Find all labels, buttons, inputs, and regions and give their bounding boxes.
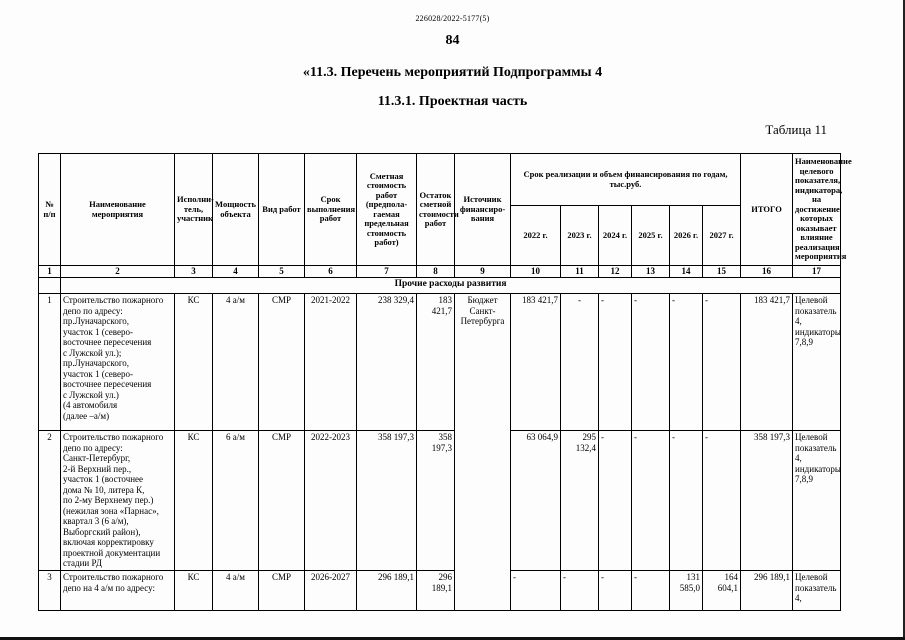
measure-name-line: депо по адресу: bbox=[63, 305, 123, 316]
header-year: 2025 г. bbox=[632, 206, 670, 266]
capacity: 6 а/м bbox=[213, 431, 259, 571]
remaining-cost: 358 197,3 bbox=[417, 431, 455, 571]
year-value: 63 064,9 bbox=[511, 431, 561, 571]
column-number: 16 bbox=[741, 266, 793, 278]
financing-source: Бюджет Санкт-Петербурга bbox=[455, 294, 511, 611]
row-number: 2 bbox=[39, 431, 61, 571]
header-estimated-cost: Сметная стоимость работ (предпола-гаемая предельная стоимость работ) bbox=[357, 154, 417, 266]
capacity: 4 а/м bbox=[213, 571, 259, 611]
indicator: Целевой показатель 4, bbox=[793, 571, 841, 611]
section-row bbox=[39, 278, 841, 294]
column-number: 11 bbox=[561, 266, 599, 278]
estimated-cost: 358 197,3 bbox=[357, 431, 417, 571]
header-total: ИТОГО bbox=[741, 154, 793, 266]
year-value: 164 604,1 bbox=[703, 571, 741, 611]
remaining-cost: 183 421,7 bbox=[417, 294, 455, 431]
year-value: - bbox=[511, 571, 561, 611]
measure-name-line: восточнее пересечения bbox=[63, 379, 152, 389]
measure-name-line: Выборгский район), bbox=[63, 526, 141, 537]
header-num: № п/п bbox=[39, 154, 61, 266]
indicator: Целевой показатель 4, индикаторы 7,8,9 bbox=[793, 294, 841, 431]
measure-name-line: Строительство пожарного bbox=[63, 572, 164, 582]
year-value: - bbox=[599, 431, 632, 571]
header-source: Источник финансиро-вания bbox=[455, 154, 511, 266]
page-number: 84 bbox=[445, 33, 460, 48]
measures-table bbox=[38, 153, 852, 611]
measure-name-line: проектной документации bbox=[63, 547, 161, 558]
measure-name-line: Строительство пожарного bbox=[63, 295, 164, 305]
measure-name-line: включая корректировку bbox=[63, 537, 154, 547]
column-number: 1 bbox=[39, 266, 61, 278]
work-type: СМР bbox=[259, 571, 305, 611]
capacity: 4 а/м bbox=[213, 294, 259, 431]
header-indicator: Наименование целевого показателя, индикатора, на достижение которых оказывает влияние реализация мероприятия bbox=[793, 154, 841, 266]
column-number: 15 bbox=[703, 266, 741, 278]
column-number: 12 bbox=[599, 266, 632, 278]
section-title: «11.3. Перечень мероприятий Подпрограммы 4 bbox=[302, 65, 603, 80]
year-value: - bbox=[703, 294, 741, 431]
period: 2021-2022 bbox=[305, 294, 357, 431]
remaining-cost: 296 189,1 bbox=[417, 571, 455, 611]
column-number: 4 bbox=[213, 266, 259, 278]
column-number: 13 bbox=[632, 266, 670, 278]
header-year: 2024 г. bbox=[599, 206, 632, 266]
period: 2026-2027 bbox=[305, 571, 357, 611]
column-number: 6 bbox=[305, 266, 357, 278]
table-row bbox=[39, 294, 841, 431]
section-heading: Прочие расходы развития bbox=[61, 278, 841, 294]
year-value: - bbox=[599, 294, 632, 431]
measure-name-line: Строительство пожарного bbox=[63, 432, 164, 442]
row-number: 3 bbox=[39, 571, 61, 611]
year-value: 183 421,7 bbox=[511, 294, 561, 431]
total-value: 296 189,1 bbox=[741, 571, 793, 611]
measure-name-line: пр.Луначарского, bbox=[63, 316, 130, 326]
year-value: 295 132,4 bbox=[561, 431, 599, 571]
work-type: СМР bbox=[259, 294, 305, 431]
year-value: 131 585,0 bbox=[670, 571, 703, 611]
year-value: - bbox=[561, 571, 599, 611]
row-number: 1 bbox=[39, 294, 61, 431]
year-value: - bbox=[561, 294, 599, 431]
measure-name-line: депо по адресу: bbox=[63, 442, 123, 453]
header-capacity: Мощность объекта bbox=[213, 154, 259, 266]
year-value: - bbox=[599, 571, 632, 611]
column-number: 8 bbox=[417, 266, 455, 278]
table-label: Таблица 11 bbox=[765, 122, 827, 137]
year-value: - bbox=[632, 571, 670, 611]
indicator: Целевой показатель 4, индикаторы 7,8,9 bbox=[793, 431, 841, 571]
total-value: 358 197,3 bbox=[741, 431, 793, 571]
measure-name-line: (нежилая зона «Парнас», bbox=[63, 505, 159, 516]
measure-name-line: участок 1 (северо- bbox=[63, 326, 133, 337]
executor: КС bbox=[175, 294, 213, 431]
estimated-cost: 296 189,1 bbox=[357, 571, 417, 611]
column-number: 9 bbox=[455, 266, 511, 278]
column-number-row bbox=[39, 266, 841, 278]
column-number: 14 bbox=[670, 266, 703, 278]
measure-name-line: (4 автомобиля bbox=[63, 400, 118, 410]
executor: КС bbox=[175, 571, 213, 611]
year-value: - bbox=[632, 294, 670, 431]
header-work-type: Вид работ bbox=[259, 154, 305, 266]
work-type: СМР bbox=[259, 431, 305, 571]
column-number: 10 bbox=[511, 266, 561, 278]
column-number: 7 bbox=[357, 266, 417, 278]
measure-name-line: (далее –а/м) bbox=[63, 410, 110, 421]
measure-name bbox=[61, 431, 175, 571]
measure-name-line: пр.Луначарского, bbox=[63, 358, 130, 368]
year-value: - bbox=[670, 431, 703, 571]
measure-name-line: стадии РД bbox=[63, 558, 102, 568]
document-id: 226028/2022-5177(5) bbox=[415, 14, 490, 23]
header-name: Наименование мероприятия bbox=[61, 154, 175, 266]
header-remaining-cost: Остаток сметной стоимости работ bbox=[417, 154, 455, 266]
header-year: 2022 г. bbox=[511, 206, 561, 266]
executor: КС bbox=[175, 431, 213, 571]
measure-name-line: квартал 3 (6 а/м), bbox=[63, 516, 129, 526]
measure-name-line: дома № 10, литера К, bbox=[63, 484, 145, 495]
measure-name-line: участок 1 (восточнее bbox=[63, 474, 144, 484]
year-value: - bbox=[703, 431, 741, 571]
measure-name bbox=[61, 294, 175, 431]
period: 2022-2023 bbox=[305, 431, 357, 571]
year-value: - bbox=[670, 294, 703, 431]
column-number: 2 bbox=[61, 266, 175, 278]
column-number: 5 bbox=[259, 266, 305, 278]
column-number: 17 bbox=[793, 266, 841, 278]
table-row bbox=[39, 571, 841, 611]
header-year: 2026 г. bbox=[670, 206, 703, 266]
measure-name-line: Санкт-Петербург, bbox=[63, 453, 131, 463]
subsection-title: 11.3.1. Проектная часть bbox=[377, 94, 528, 109]
measure-name bbox=[61, 571, 175, 611]
total-value: 183 421,7 bbox=[741, 294, 793, 431]
table-row bbox=[39, 431, 841, 571]
measure-name-line: депо на 4 а/м по адресу: bbox=[63, 582, 156, 593]
measure-name-line: 2-й Верхний пер., bbox=[63, 463, 132, 474]
estimated-cost: 238 329,4 bbox=[357, 294, 417, 431]
header-row-1 bbox=[39, 154, 841, 206]
header-year: 2027 г. bbox=[703, 206, 741, 266]
measure-name-line: с Лужской ул.); bbox=[63, 347, 122, 358]
header-period: Срок выполнения работ bbox=[305, 154, 357, 266]
header-year: 2023 г. bbox=[561, 206, 599, 266]
year-value: - bbox=[632, 431, 670, 571]
measure-name-line: участок 1 (северо- bbox=[63, 368, 133, 379]
header-financing-group: Срок реализации и объем финансирования по годам, тыс.руб. bbox=[511, 154, 741, 206]
measure-name-line: восточнее пересечения bbox=[63, 337, 152, 347]
measure-name-line: с Лужской ул.) bbox=[63, 389, 119, 400]
header-executor: Исполни-тель, участник bbox=[175, 154, 213, 266]
column-number: 3 bbox=[175, 266, 213, 278]
measure-name-line: по 2-му Верхнему пер.) bbox=[63, 495, 154, 505]
